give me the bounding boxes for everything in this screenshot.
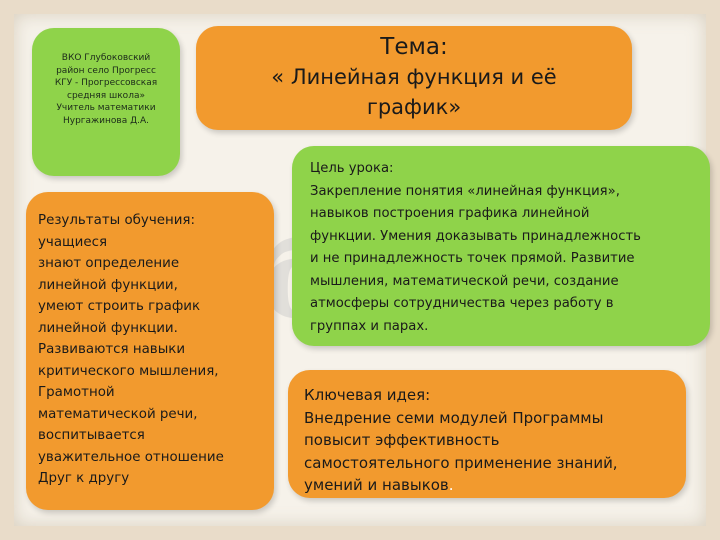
results-line: линейной функции,: [38, 277, 178, 293]
results-line: математической речи,: [38, 406, 198, 422]
learning-results-box: [26, 192, 274, 510]
topic-box: [196, 26, 632, 130]
results-line: Развиваются навыки: [38, 342, 186, 357]
results-line: учащиеся: [38, 234, 108, 250]
results-line: Друг к другу: [38, 471, 130, 486]
results-line: Результаты обучения:: [38, 213, 195, 228]
results-line: умеют строить график: [38, 299, 201, 314]
keyidea-line: самостоятельного применение знаний,: [304, 453, 618, 472]
keyidea-line: умений и навыков: [304, 476, 449, 494]
topic-label: Тема:: [380, 34, 448, 60]
goal-line: Закрепление понятия «линейная функция»,: [310, 183, 620, 199]
goal-line: навыков построения графика линейной: [310, 206, 590, 221]
author-line: ВКО Глубоковский: [61, 53, 151, 63]
goal-line: группах и парах.: [310, 318, 429, 334]
keyidea-end-mark: .: [448, 476, 454, 494]
goal-line: атмосферы сотрудничества через работу в: [310, 296, 614, 311]
results-line: Грамотной: [38, 385, 115, 400]
author-line: средняя школа»: [67, 90, 145, 101]
goal-line: Цель урока:: [310, 161, 394, 176]
results-line: знают определение: [38, 256, 180, 271]
results-line: уважительное отношение: [38, 449, 224, 465]
goal-line: и не принадлежность точек прямой. Развитие: [310, 251, 635, 266]
keyidea-line: Ключевая идея:: [304, 386, 431, 404]
author-line: район село Прогресс: [56, 65, 156, 76]
results-line: воспитывается: [38, 428, 145, 443]
results-line: линейной функции.: [38, 320, 178, 336]
topic-title-line: график»: [366, 95, 462, 119]
results-line: критического мышления,: [38, 363, 219, 379]
keyidea-line: повысит эффективность: [304, 431, 500, 449]
keyidea-line: Внедрение семи модулей Программы: [304, 408, 604, 427]
author-line: Нургажинова Д.А.: [63, 115, 149, 126]
goal-line: функции. Умения доказывать принадлежность: [310, 228, 641, 244]
lesson-goal-box: [292, 146, 710, 346]
author-info-box: [32, 28, 180, 176]
key-idea-box: [288, 370, 686, 498]
author-line: Учитель математики: [56, 103, 156, 113]
keyidea-line-last: [304, 474, 674, 497]
goal-line: мышления, математической речи, создание: [310, 273, 619, 289]
author-line: КГУ - Прогрессовская: [54, 78, 158, 88]
topic-title-line: « Линейная функция и её: [271, 65, 557, 89]
